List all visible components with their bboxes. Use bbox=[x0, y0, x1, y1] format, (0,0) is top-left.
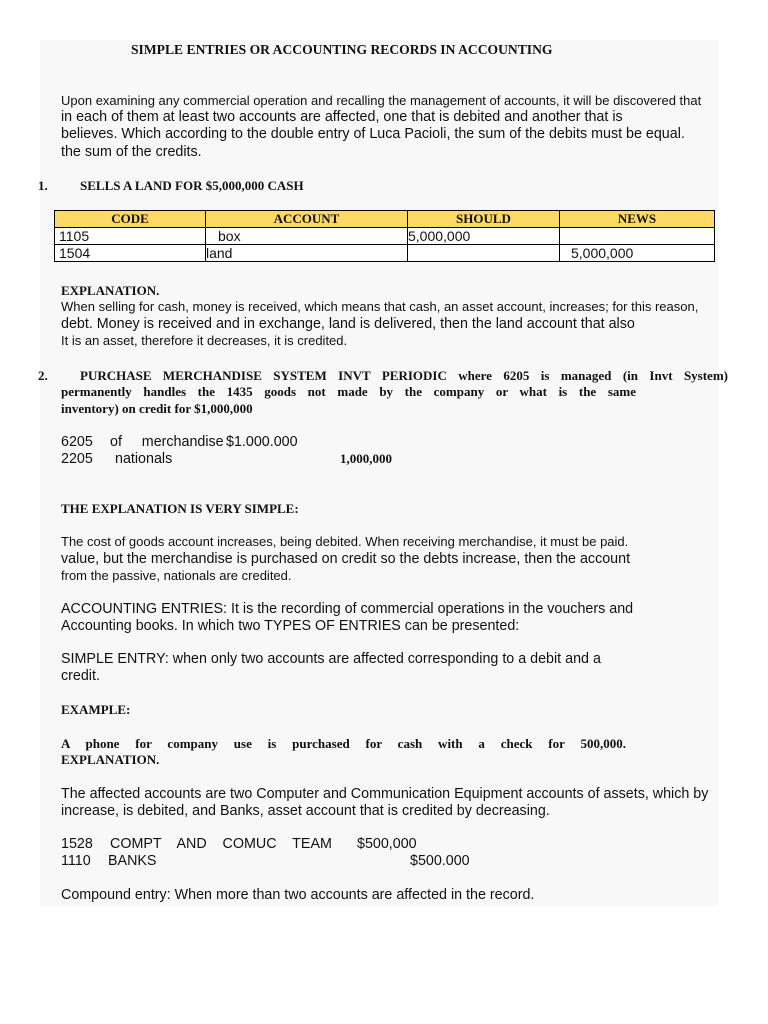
table-row bbox=[55, 228, 715, 245]
example-text: A phone for company use is purchased for cash with a check for 500,000. bbox=[61, 736, 626, 751]
explanation-line: value, but the merchandise is purchased on credit so the debts increase, then the account bbox=[61, 551, 631, 567]
intro-line: the sum of the credits. bbox=[61, 144, 202, 160]
intro-line: Upon examining any commercial operation and recalling the management of accounts, it will be discovered that bbox=[61, 93, 702, 108]
table-cell: land bbox=[206, 245, 408, 262]
entry-code: 1528 bbox=[61, 836, 93, 852]
explanation-line: When selling for cash, money is received, which means that cash, an asset account, increases; for this reason, bbox=[61, 299, 699, 314]
accounting-entries-line: Accounting books. In which two TYPES OF ENTRIES can be presented: bbox=[61, 618, 520, 634]
entry-code: 6205 bbox=[61, 434, 93, 450]
entry-code: 1110 bbox=[61, 853, 91, 869]
explanation-label: EXPLANATION. bbox=[61, 283, 160, 298]
explanation-line: It is an asset, therefore it decreases, it is credited. bbox=[61, 333, 348, 348]
explanation-line: The cost of goods account increases, being debited. When receiving merchandise, it must be paid. bbox=[61, 534, 629, 549]
explanation-line: debt. Money is received and in exchange, land is delivered, then the land account that also bbox=[61, 316, 635, 332]
example-explanation-line: The affected accounts are two Computer and Communication Equipment accounts of assets, which by bbox=[61, 786, 709, 802]
intro-line: believes. Which according to the double entry of Luca Pacioli, the sum of the debits must be equal. bbox=[61, 126, 685, 142]
intro-line: in each of them at least two accounts are affected, one that is debited and another that is bbox=[61, 109, 623, 125]
entry-account: of merchandise bbox=[110, 434, 224, 450]
accounting-entries-line: ACCOUNTING ENTRIES: It is the recording of commercial operations in the vouchers and bbox=[61, 601, 634, 617]
entry-account: BANKS bbox=[108, 853, 157, 869]
simple-entry-line: SIMPLE ENTRY: when only two accounts are affected corresponding to a debit and a bbox=[61, 651, 601, 667]
table-cell: box bbox=[206, 228, 408, 245]
section-heading: SELLS A LAND FOR $5,000,000 CASH bbox=[80, 178, 304, 193]
explanation-line: from the passive, nationals are credited. bbox=[61, 568, 292, 583]
simple-entry-line: credit. bbox=[61, 668, 100, 684]
example-label: EXAMPLE: bbox=[61, 702, 131, 717]
table-cell bbox=[408, 245, 560, 262]
table-row bbox=[55, 245, 715, 262]
column-header: SHOULD bbox=[408, 211, 560, 228]
section-heading-line: inventory) on credit for $1,000,000 bbox=[61, 401, 253, 416]
entry-credit: $500.000 bbox=[410, 853, 470, 869]
section-number: 1. bbox=[38, 178, 48, 193]
example-explanation-label: EXPLANATION. bbox=[61, 752, 160, 767]
section-heading-line: permanently handles the 1435 goods not made by the company or what is the same bbox=[61, 384, 636, 399]
table-cell: 1105 bbox=[55, 228, 206, 245]
table-cell: 1504 bbox=[55, 245, 206, 262]
section-heading-line: PURCHASE MERCHANDISE SYSTEM INVT PERIODIC where 6205 is managed (in Invt System) bbox=[80, 368, 728, 383]
table-header-row bbox=[55, 211, 715, 228]
column-header: ACCOUNT bbox=[206, 211, 408, 228]
entry-account: nationals bbox=[115, 451, 173, 467]
column-header: CODE bbox=[55, 211, 206, 228]
entry-code: 2205 bbox=[61, 451, 93, 467]
section-number: 2. bbox=[38, 368, 48, 383]
table-cell: 5,000,000 bbox=[408, 228, 560, 245]
compound-entry-line: Compound entry: When more than two accounts are affected in the record. bbox=[61, 887, 535, 903]
example-explanation-line: increase, is debited, and Banks, asset account that is credited by decreasing. bbox=[61, 803, 550, 819]
page-title: SIMPLE ENTRIES OR ACCOUNTING RECORDS IN ACCOUNTING bbox=[131, 42, 553, 57]
entry-account: COMPT AND COMUC TEAM bbox=[110, 836, 332, 852]
entry-debit: $500,000 bbox=[357, 836, 417, 852]
page-background bbox=[40, 40, 718, 906]
entry-credit: 1,000,000 bbox=[340, 451, 392, 466]
table-cell: 5,000,000 bbox=[560, 245, 715, 262]
explanation-label: THE EXPLANATION IS VERY SIMPLE: bbox=[61, 501, 299, 516]
entry-debit: $1.000.000 bbox=[226, 434, 298, 450]
column-header: NEWS bbox=[560, 211, 715, 228]
ledger-table bbox=[54, 210, 715, 262]
table-cell bbox=[560, 228, 715, 245]
